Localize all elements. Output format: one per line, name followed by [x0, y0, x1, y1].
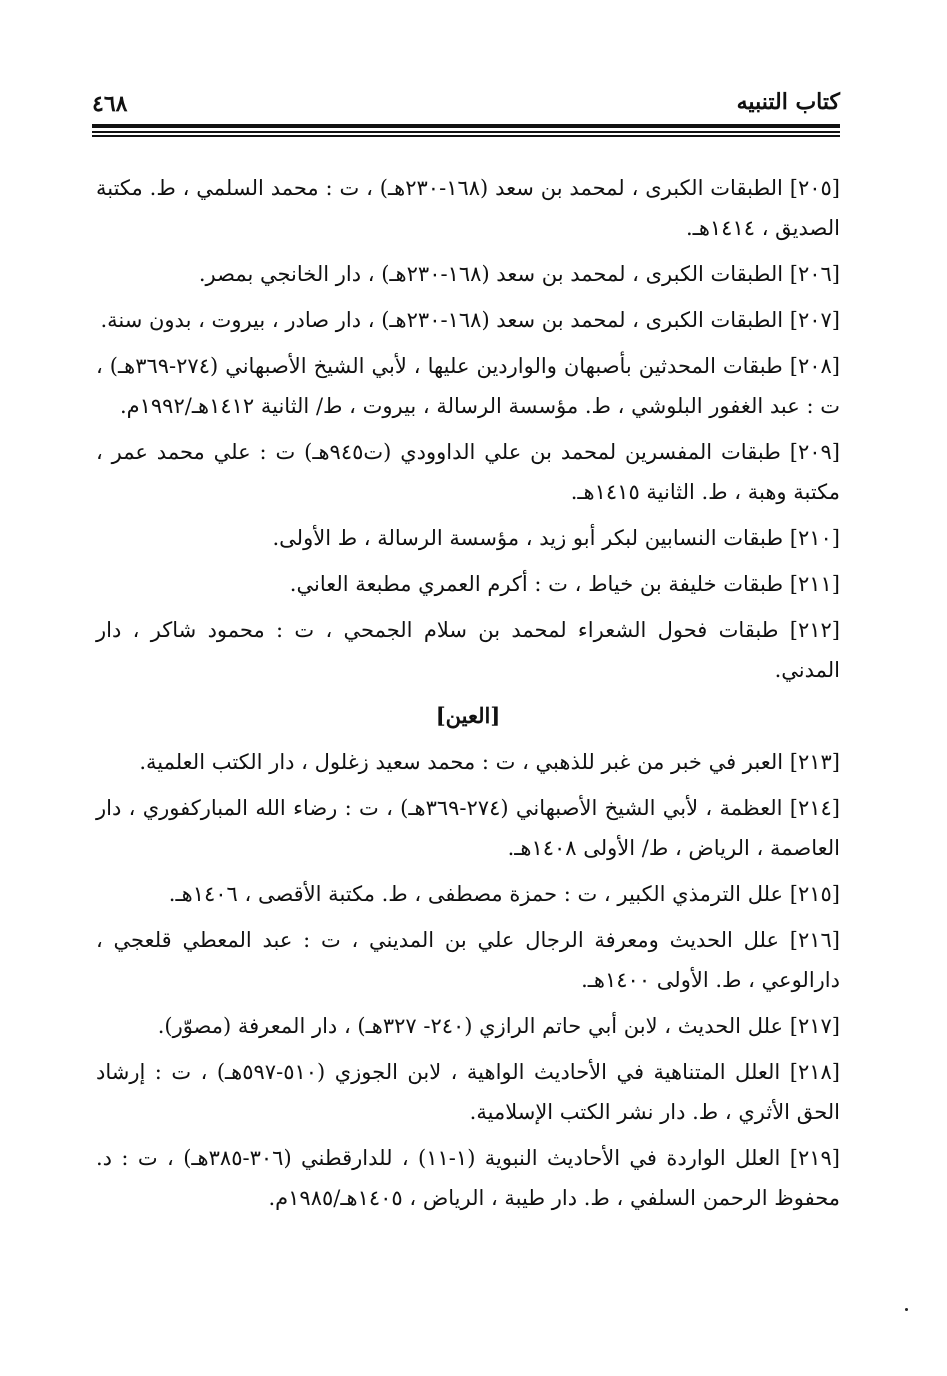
list-item: [٢١٠] طبقات النسابين لبكر أبو زيد ، مؤسسة الرسالة ، ط الأولى. [272, 526, 840, 550]
list-item: [٢١٩] العلل الواردة في الأحاديث النبوية (١-١١) ، للدارقطني (٣٠٦-٣٨٥هـ) ، ت : د. محفوظ الرحمن السلفي ، ط. دار طيبة ، الرياض ، ١٤٠٥هـ/١٩٨٥م. [96, 1146, 840, 1210]
list-item: [٢١١] طبقات خليفة بن خياط ، ت : أكرم العمري مطبعة العاني. [289, 572, 840, 596]
list-item: [٢١٢] طبقات فحول الشعراء لمحمد بن سلام الجمحي ، ت : محمود شاكر ، دار المدني. [96, 618, 840, 682]
list-item: [٢١٦] علل الحديث ومعرفة الرجال علي بن المديني ، ت : عبد المعطي قلعجي ، دارالوعي ، ط. الأولى ١٤٠٠هـ. [96, 928, 840, 992]
list-item: [٢٠٥] الطبقات الكبرى ، لمحمد بن سعد (١٦٨-٢٣٠هـ) ، ت : محمد السلمي ، ط. مكتبة الصديق ، ١٤١٤هـ. [96, 176, 840, 240]
list-item: [٢١٣] العبر في خبر من غبر للذهبي ، ت : محمد سعيد زغلول ، دار الكتب العلمية. [139, 750, 840, 774]
header-rule-thin-lower [92, 135, 840, 137]
header-rule-thin [92, 131, 840, 133]
list-item: [٢١٧] علل الحديث ، لابن أبي حاتم الرازي (٢٤٠- ٣٢٧هـ) ، دار المعرفة (مصوّر). [157, 1014, 840, 1038]
bibliography-list [96, 168, 840, 1224]
list-item: [٢١٨] العلل المتناهية في الأحاديث الواهية ، لابن الجوزي (٥١٠-٥٩٧هـ) ، ت : إرشاد الحق الأثري ، ط. دار نشر الكتب الإسلامية. [96, 1060, 840, 1124]
list-item: [٢٠٨] طبقات المحدثين بأصبهان والواردين عليها ، لأبي الشيخ الأصبهاني (٢٧٤-٣٦٩هـ) ، ت : عبد الغفور البلوشي ، ط. مؤسسة الرسالة ، بيروت ، ط/ الثانية ١٤١٢هـ/١٩٩٢م. [96, 354, 840, 418]
list-item: [٢٠٧] الطبقات الكبرى ، لمحمد بن سعد (١٦٨-٢٣٠هـ) ، دار صادر ، بيروت ، بدون سنة. [100, 308, 840, 332]
list-item: [٢٠٦] الطبقات الكبرى ، لمحمد بن سعد (١٦٨-٢٣٠هـ) ، دار الخانجي بمصر. [198, 262, 840, 286]
book-title: كتاب التنبيه [736, 89, 840, 115]
list-item: [٢١٤] العظمة ، لأبي الشيخ الأصبهاني (٢٧٤-٣٦٩هـ) ، ت : رضاء الله المباركفوري ، دار العاصمة ، الرياض ، ط/ الأولى ١٤٠٨هـ. [96, 796, 840, 860]
scan-speck [905, 1308, 908, 1311]
page-number: ٤٦٨ [92, 91, 128, 117]
header-rule-thick [92, 124, 840, 128]
list-item: [٢٠٩] طبقات المفسرين لمحمد بن علي الداوودي (ت٩٤٥هـ) ت : علي محمد عمر ، مكتبة وهبة ، ط. الثانية ١٤١٥هـ. [96, 440, 840, 504]
section-heading: [العين] [435, 703, 501, 728]
list-item: [٢١٥] علل الترمذي الكبير ، ت : حمزة مصطفى ، ط. مكتبة الأقصى ، ١٤٠٦هـ. [168, 882, 840, 906]
page-header [92, 88, 840, 116]
